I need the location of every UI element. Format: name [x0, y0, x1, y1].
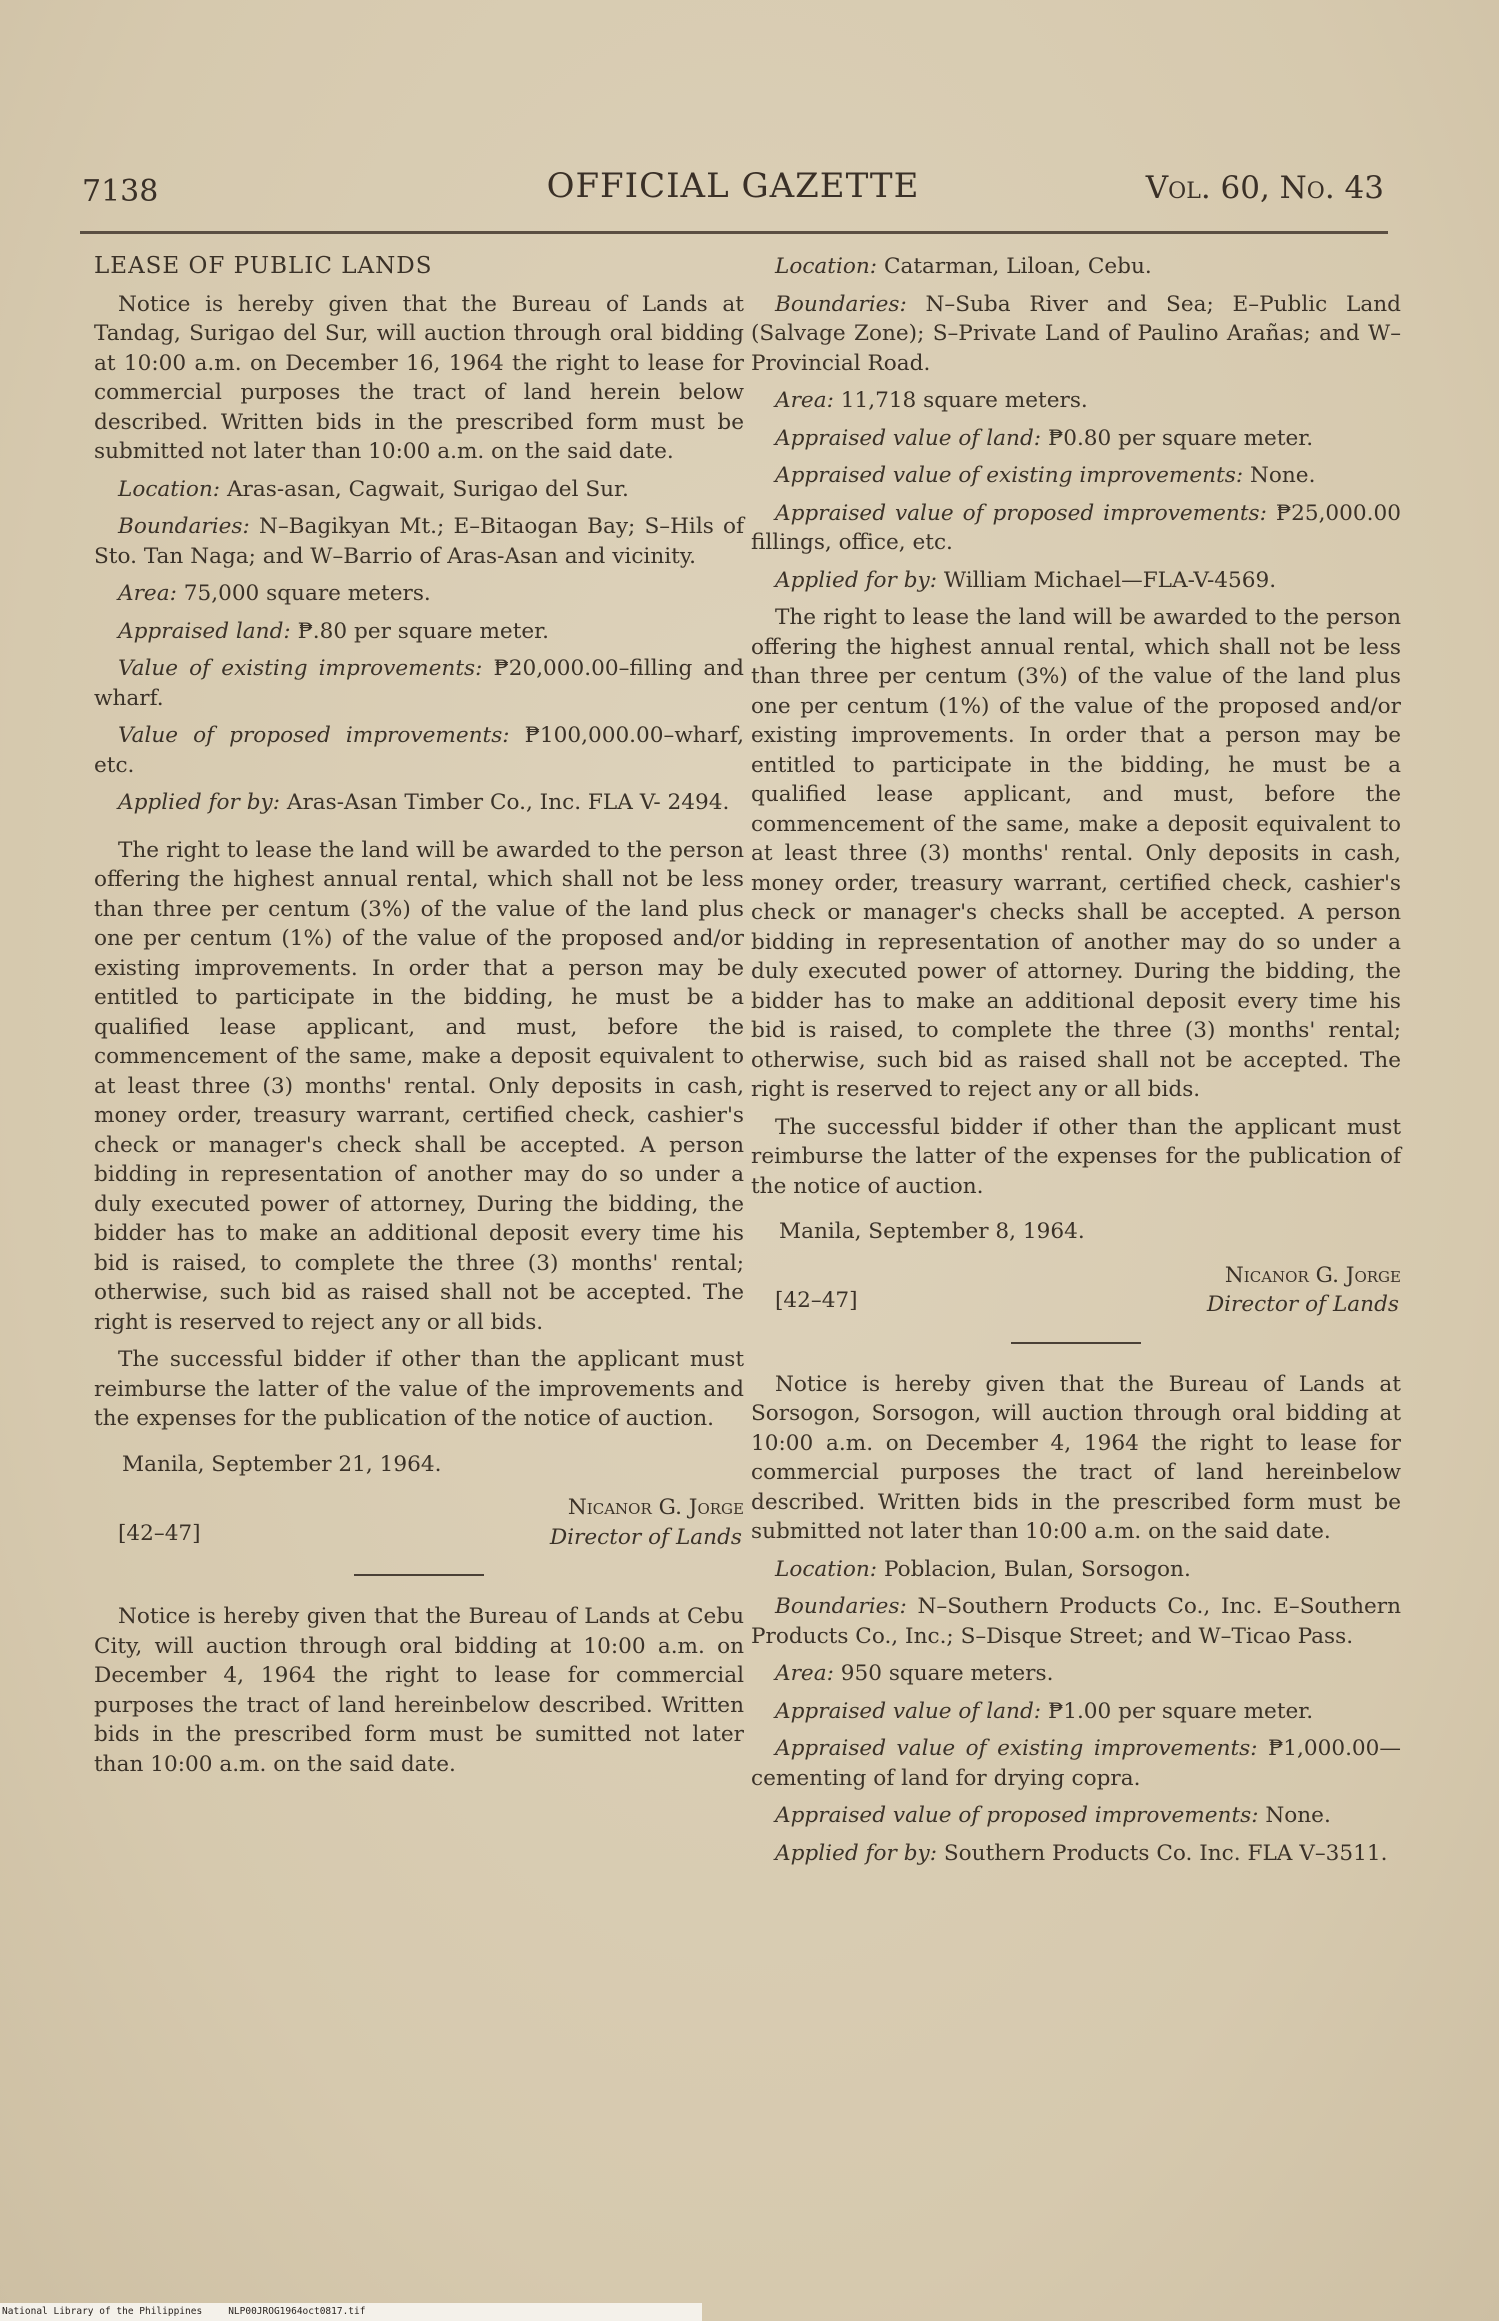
- reimburse-paragraph: The successful bidder if other than the applicant must reimburse the latter of the value of the improvements and the expenses for the publication of the notice of auction.: [94, 1347, 744, 1431]
- existing-improvements-line: Appraised value of existing improvements: None.: [775, 463, 1316, 488]
- boundaries-line: Boundaries: N–Bagikyan Mt.; E–Bitaogan Bay; S–Hils of Sto. Tan Naga; and W–Barrio of Aras-Asan and vicinity.: [94, 514, 744, 569]
- proposed-improvements-line: Value of proposed improvements: ₱100,000.00–wharf, etc.: [94, 723, 744, 778]
- terms-paragraph: The right to lease the land will be awarded to the person offering the highest annual rental, which shall not be less than three per centum (3%) of the value of the land plus one per centum (1%) of the value of the proposed and/or existing improvements. In order that a person may be entitled to participate in the bidding, he must be a qualified lease applicant, and must, before the commencement of the same, make a deposit equivalent to at least three (3) months' rental. Only deposits in cash, money order, treasury warrant, certified check, cashier's check or manager's checks shall be accepted. A person bidding in representation of another may do so under a duly executed power of attorney. During the bidding, the bidder has to make an additional deposit every time his bid is raised, to complete the three (3) months' rental; otherwise, such bid as raised shall not be accepted. The right is reserved to reject any or all bids.: [751, 605, 1401, 1102]
- section-divider: [354, 1574, 484, 1576]
- page-number: 7138: [82, 174, 159, 209]
- area-line: Area: 75,000 square meters.: [118, 581, 431, 606]
- dateline: Manila, September 8, 1964.: [779, 1219, 1085, 1244]
- applied-line: Applied for by: Aras-Asan Timber Co., Inc. FLA V- 2494.: [118, 790, 730, 815]
- signer-title: Director of Lands: [1206, 1292, 1399, 1317]
- reimburse-paragraph: The successful bidder if other than the applicant must reimburse the latter of the expenses for the publication of the notice of auction.: [751, 1114, 1401, 1199]
- appraised-line: Appraised value of land: ₱1.00 per square meter.: [775, 1698, 1314, 1724]
- section-divider: [1011, 1342, 1141, 1344]
- area-line: Area: 950 square meters.: [775, 1661, 1054, 1686]
- proposed-improvements-line: Appraised value of proposed improvements: None.: [775, 1803, 1331, 1828]
- terms-paragraph: The right to lease the land will be awarded to the person offering the highest annual rental, which shall not be less than three per centum (3%) of the value of the land plus one per centum (1%) of the value of the proposed and/or existing improvements. In order that a person may be entitled to participate in the bidding, he must be a qualified lease applicant, and must, before the commencement of the same, make a deposit equivalent to at least three (3) months' rental. Only deposits in cash, money order, treasury warrant, certified check, cashier's check or manager's check shall be accepted. A person bidding in representation of another may do so under a duly executed power of attorney, During the bidding, the bidder has to make an additional deposit every time his bid is raised, to complete the three (3) months' rental; otherwise, such bid as raised shall not be accepted. The right is reserved to reject any or all bids.: [94, 837, 744, 1335]
- existing-improvements-line: Appraised value of existing improvements: ₱1,000.00—cementing of land for drying copra.: [751, 1736, 1401, 1791]
- library-credit: National Library of the Philippines: [2, 2306, 203, 2317]
- right-column: [751, 252, 1401, 1876]
- volume-issue: Vol. 60, No. 43: [1145, 170, 1384, 206]
- gazette-title: OFFICIAL GAZETTE: [546, 166, 920, 206]
- location-line: Location: Aras-asan, Cagwait, Surigao del Sur.: [118, 476, 629, 502]
- existing-improvements-line: Value of existing improvements: ₱20,000.00–filling and wharf.: [94, 656, 744, 711]
- page-header: [82, 166, 1384, 216]
- dateline: Manila, September 21, 1964.: [122, 1451, 442, 1477]
- location-line: Location: Catarman, Liloan, Cebu.: [775, 254, 1152, 279]
- location-line: Location: Poblacion, Bulan, Sorsogon.: [775, 1556, 1191, 1582]
- left-column: [94, 252, 744, 1787]
- reference-number: [42–47]: [118, 1520, 201, 1546]
- notice-intro: Notice is hereby given that the Bureau of Lands at Cebu City, will auction through oral bidding at 10:00 a.m. on December 4, 1964 the right to lease for commercial purposes the tract of land hereinbelow described. Written bids in the prescribed form must be sumitted not later than 10:00 a.m. on the said date.: [94, 1604, 744, 1777]
- scan-footer: [0, 2303, 702, 2321]
- section-heading: LEASE OF PUBLIC LANDS: [94, 253, 433, 279]
- notice-intro: Notice is hereby given that the Bureau of Lands at Sorsogon, Sorsogon, will auction through oral bidding at 10:00 a.m. on December 4, 1964 the right to lease for commercial purposes the tract of land hereinbelow described. Written bids in the prescribed form must be submitted not later than 10:00 a.m. on the said date.: [751, 1371, 1401, 1544]
- signature-block: [751, 1261, 1401, 1320]
- area-line: Area: 11,718 square meters.: [775, 388, 1088, 413]
- appraised-line: Appraised value of land: ₱0.80 per square meter.: [775, 425, 1314, 451]
- signer-title: Director of Lands: [549, 1524, 742, 1550]
- reference-number: [42–47]: [775, 1288, 858, 1313]
- signer-name: Nicanor G. Jorge: [567, 1495, 744, 1520]
- boundaries-line: Boundaries: N–Suba River and Sea; E–Public Land (Salvage Zone); S–Private Land of Paulino Arañas; and W–Provincial Road.: [751, 291, 1401, 376]
- applied-line: Applied for by: Southern Products Co. Inc. FLA V–3511.: [775, 1840, 1388, 1866]
- signature-block: [94, 1493, 744, 1552]
- file-name: NLP00JROG1964oct0817.tif: [228, 2306, 366, 2317]
- signer-name: Nicanor G. Jorge: [1224, 1262, 1401, 1288]
- proposed-improvements-line: Appraised value of proposed improvements: ₱25,000.00 fillings, office, etc.: [751, 500, 1401, 555]
- header-rule: [80, 231, 1388, 234]
- appraised-line: Appraised land: ₱.80 per square meter.: [118, 618, 549, 644]
- applied-line: Applied for by: William Michael—FLA-V-4569.: [775, 567, 1277, 593]
- boundaries-line: Boundaries: N–Southern Products Co., Inc. E–Southern Products Co., Inc.; S–Disque Street; and W–Ticao Pass.: [751, 1594, 1401, 1649]
- notice-intro: Notice is hereby given that the Bureau of Lands at Tandag, Surigao del Sur, will auction through oral bidding at 10:00 a.m. on December 16, 1964 the right to lease for commercial purposes the tract of land herein below described. Written bids in the prescribed form must be submitted not later than 10:00 a.m. on the said date.: [94, 291, 744, 464]
